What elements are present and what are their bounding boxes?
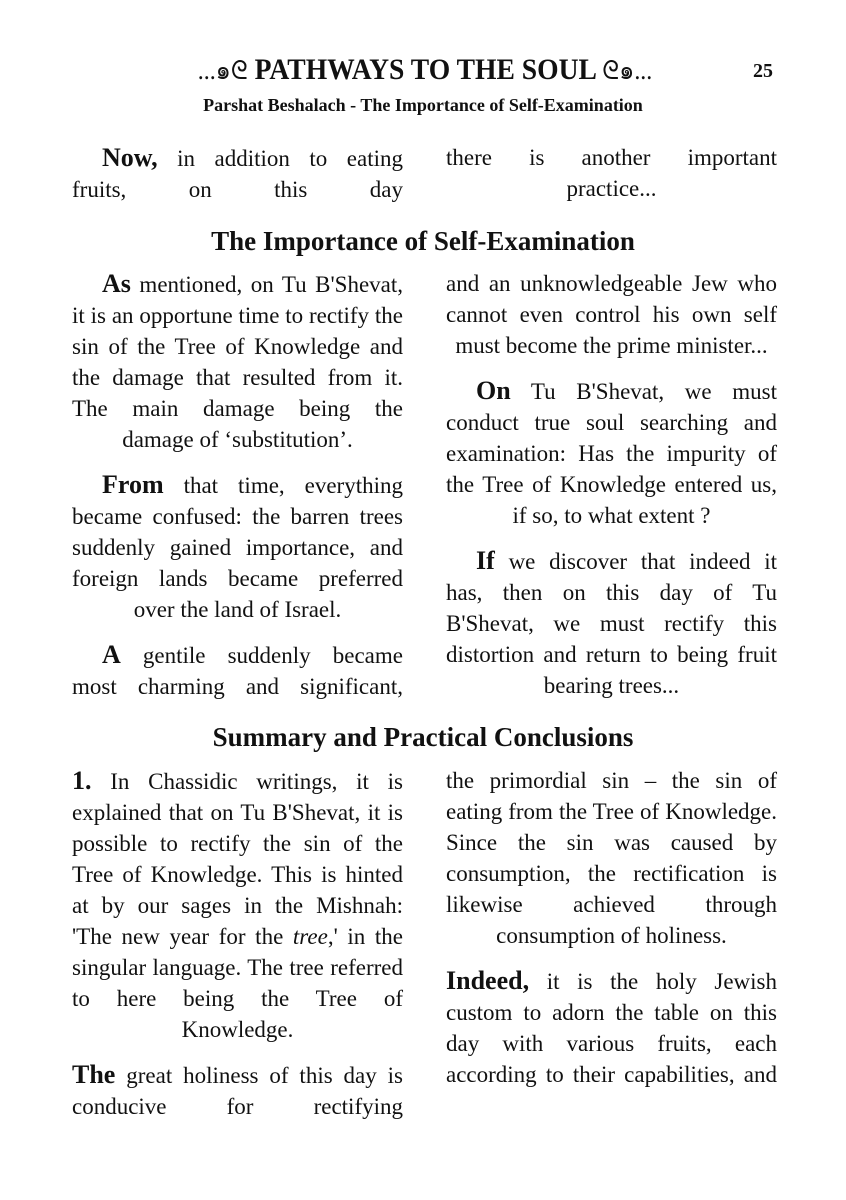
paragraph <box>446 765 777 951</box>
lead-word: On <box>476 376 511 405</box>
paragraph-text: we discover that indeed it has, then on this day of Tu B'Shevat, we must rectify this distortion and return to being fruit bearing trees... <box>446 549 777 698</box>
lead-word: Now, <box>102 143 158 172</box>
book-title <box>154 50 697 91</box>
paragraph <box>72 469 403 625</box>
intro-right-column <box>446 142 777 218</box>
paragraph-text: ,' in the singular language. The tree referred to here being the Tree of Knowledge. <box>72 924 403 1042</box>
lead-word: From <box>102 470 164 499</box>
paragraph-text: there is another important practice... <box>446 145 777 201</box>
ornament-left-icon: ...๑ᘓ <box>197 56 248 85</box>
lead-word: If <box>476 546 495 575</box>
intro-left-column <box>72 142 403 219</box>
paragraph <box>446 545 777 701</box>
book-title-text: PATHWAYS TO THE SOUL <box>254 53 596 86</box>
lead-word: 1. <box>72 766 92 795</box>
paragraph <box>72 1059 403 1122</box>
paragraph-text: In Chassidic writings, it is explained that on Tu B'Shevat, it is possible to rectify the sin of the Tree of Knowledge. This is hinted at by our sages in the Mishnah: 'The new year for the <box>72 769 403 949</box>
paragraph <box>72 142 403 205</box>
chapter-subtitle: Parshat Beshalach - The Importance of Self-Examination <box>203 95 643 115</box>
lead-word: A <box>102 640 121 669</box>
paragraph-text: the primordial sin – the sin of eating from the Tree of Knowledge. Since the sin was caused by consumption, the rectification is likewise achieved through consumption of holiness. <box>446 768 777 948</box>
lead-word: Indeed, <box>446 966 530 995</box>
lead-word: As <box>102 269 131 298</box>
paragraph <box>72 268 403 455</box>
paragraph <box>72 765 403 1045</box>
paragraph-text: great holiness of this day is conducive for rectifying <box>72 1063 403 1119</box>
paragraph-text: it is the holy Jewish custom to adorn the table on this day with various fruits, each according to their capabilities, and <box>446 969 777 1087</box>
paragraph <box>446 268 777 361</box>
lead-word: The <box>72 1060 116 1089</box>
paragraph-text: and an unknowledgeable Jew who cannot even control his own self must become the prime minister... <box>446 271 777 358</box>
section-heading: The Importance of Self-Examination <box>211 226 635 256</box>
section2-right-column <box>446 765 777 1104</box>
section1-right-column <box>446 268 777 715</box>
paragraph-text: Tu B'Shevat, we must conduct true soul searching and examination: Has the impurity of the Tree of Knowledge entered us, if so, to what extent ? <box>446 379 777 528</box>
section-heading: Summary and Practical Conclusions <box>212 722 634 752</box>
paragraph <box>446 965 777 1090</box>
paragraph <box>72 639 403 702</box>
ornament-right-icon: ᘓ๑... <box>602 56 653 85</box>
running-header <box>0 50 846 90</box>
paragraph <box>446 375 777 531</box>
paragraph-text: gentile suddenly became most charming and significant, <box>72 643 403 699</box>
italic-word: tree <box>292 924 328 949</box>
paragraph-text: that time, everything became confused: the barren trees suddenly gained importance, and foreign lands became preferred over the land of Israel. <box>72 473 403 622</box>
paragraph-text: mentioned, on Tu B'Shevat, it is an opportune time to rectify the sin of the Tree of Knowledge and the damage that resulted from it. The main damage being the damage of ‘substitution’. <box>72 272 403 452</box>
section2-left-column <box>72 765 403 1136</box>
page-number: 25 <box>753 60 773 82</box>
paragraph-text: in addition to eating fruits, on this day <box>72 146 403 202</box>
paragraph <box>446 142 777 204</box>
section1-left-column <box>72 268 403 716</box>
